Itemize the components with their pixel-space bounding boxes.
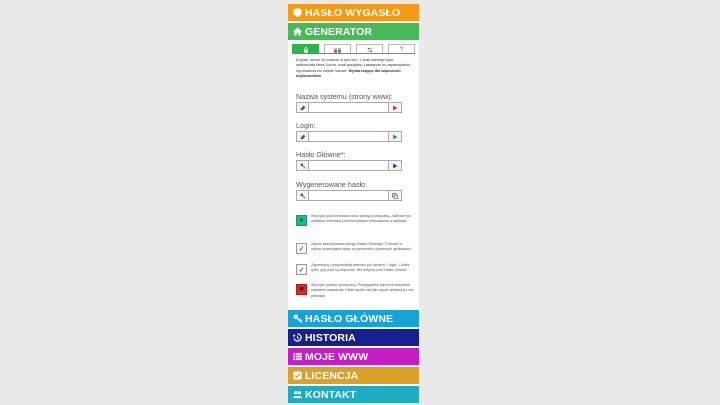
double-lock-icon xyxy=(333,47,342,53)
sliders-icon xyxy=(367,47,373,53)
play-icon xyxy=(392,134,398,140)
description-text: 8 sylab, razem 14 znaków, w tym min. 1 znak każdego typu: wielka/mała litera, liczba, znak specjalny. Łatwiejsze do zapamiętania i wymówienia niż zwykłe losowe. xyxy=(296,58,411,73)
play-red-button[interactable] xyxy=(388,103,401,112)
option-text: Wyczyść pola formularza oraz pamięć podręczną. Zalecane po wpisaniu informacji przechowywane tymczasowo w aplikacji. xyxy=(311,214,412,224)
system-label: Nazwa systemu (strony www): xyxy=(296,92,393,101)
key-icon xyxy=(297,191,309,200)
remember-fields-checkbox[interactable]: ✓ xyxy=(296,264,307,275)
master-field xyxy=(296,160,402,171)
play-icon xyxy=(392,105,398,111)
list-icon xyxy=(292,352,302,362)
menu-moje-www[interactable] xyxy=(288,348,419,365)
menu-label: LICENCJA xyxy=(305,369,359,382)
lock-icon xyxy=(303,47,309,53)
generated-input[interactable] xyxy=(310,191,387,200)
option-text: Wyczyść pamięć podręczną. Przeglądarka zapomni wszystkie zapisane ustawienia. Efekt będzie taki jak użycie aplikacji po raz pierwszy. xyxy=(311,283,414,298)
menu-haslo-wygaslo[interactable] xyxy=(288,4,419,21)
menu-label: GENERATOR xyxy=(305,25,373,38)
master-input[interactable] xyxy=(310,161,387,170)
login-label: Login: xyxy=(296,121,316,130)
copy-icon xyxy=(392,193,398,199)
generator-description xyxy=(296,58,414,80)
menu-label: HASŁO WYGASŁO xyxy=(305,6,401,19)
help-icon: ? xyxy=(399,46,404,53)
system-field xyxy=(296,102,402,113)
key-icon xyxy=(292,314,302,324)
play-blue-button[interactable] xyxy=(388,161,401,170)
users-icon xyxy=(292,390,302,400)
history-icon xyxy=(292,333,302,343)
tab-underline xyxy=(292,53,415,54)
description-bold: Wystarczające dla większości użytkowników xyxy=(296,68,401,79)
option-text: Zapamiętuj i podpowiadaj wartości pól 'system' i 'login'. Działa tylko, gdy pola są włączone. Nie dotyczy pola Hasło Główne. xyxy=(311,263,410,273)
eraser-icon[interactable] xyxy=(297,103,309,112)
home-icon xyxy=(292,27,302,37)
menu-label: MOJE WWW xyxy=(305,350,369,363)
generated-field xyxy=(296,190,402,201)
clear-form-checkbox[interactable]: ● xyxy=(296,215,307,226)
shield-icon xyxy=(292,8,302,18)
menu-label: HASŁO GŁÓWNE xyxy=(305,312,394,325)
generated-label: Wygenerowane hasło: xyxy=(296,180,368,189)
menu-historia[interactable] xyxy=(288,329,419,346)
menu-generator[interactable] xyxy=(288,23,419,40)
clear-cache-checkbox[interactable]: ■ xyxy=(296,284,307,295)
master-label: Hasło Główne*: xyxy=(296,150,346,159)
play-green-button[interactable] xyxy=(388,132,401,141)
save-hash-checkbox[interactable]: ✓ xyxy=(296,243,307,254)
app-column xyxy=(288,4,419,405)
menu-label: KONTAKT xyxy=(305,388,357,401)
menu-licencja[interactable] xyxy=(288,367,419,384)
menu-kontakt[interactable] xyxy=(288,386,419,403)
login-input[interactable] xyxy=(310,132,387,141)
key-icon[interactable] xyxy=(297,161,309,170)
eraser-icon[interactable] xyxy=(297,132,309,141)
login-field xyxy=(296,131,402,142)
menu-haslo-glowne[interactable] xyxy=(288,310,419,327)
check-square-icon xyxy=(292,371,302,381)
copy-button[interactable] xyxy=(388,191,401,200)
option-text: Zapisz zaszyfrowaną wersję Hasła Głównego. Pomoże to wykryć potencjalne błędy w poprzednio używanych aplikacjach. xyxy=(311,242,412,252)
system-input[interactable] xyxy=(310,103,387,112)
play-icon xyxy=(392,163,398,169)
menu-label: HISTORIA xyxy=(305,331,356,344)
